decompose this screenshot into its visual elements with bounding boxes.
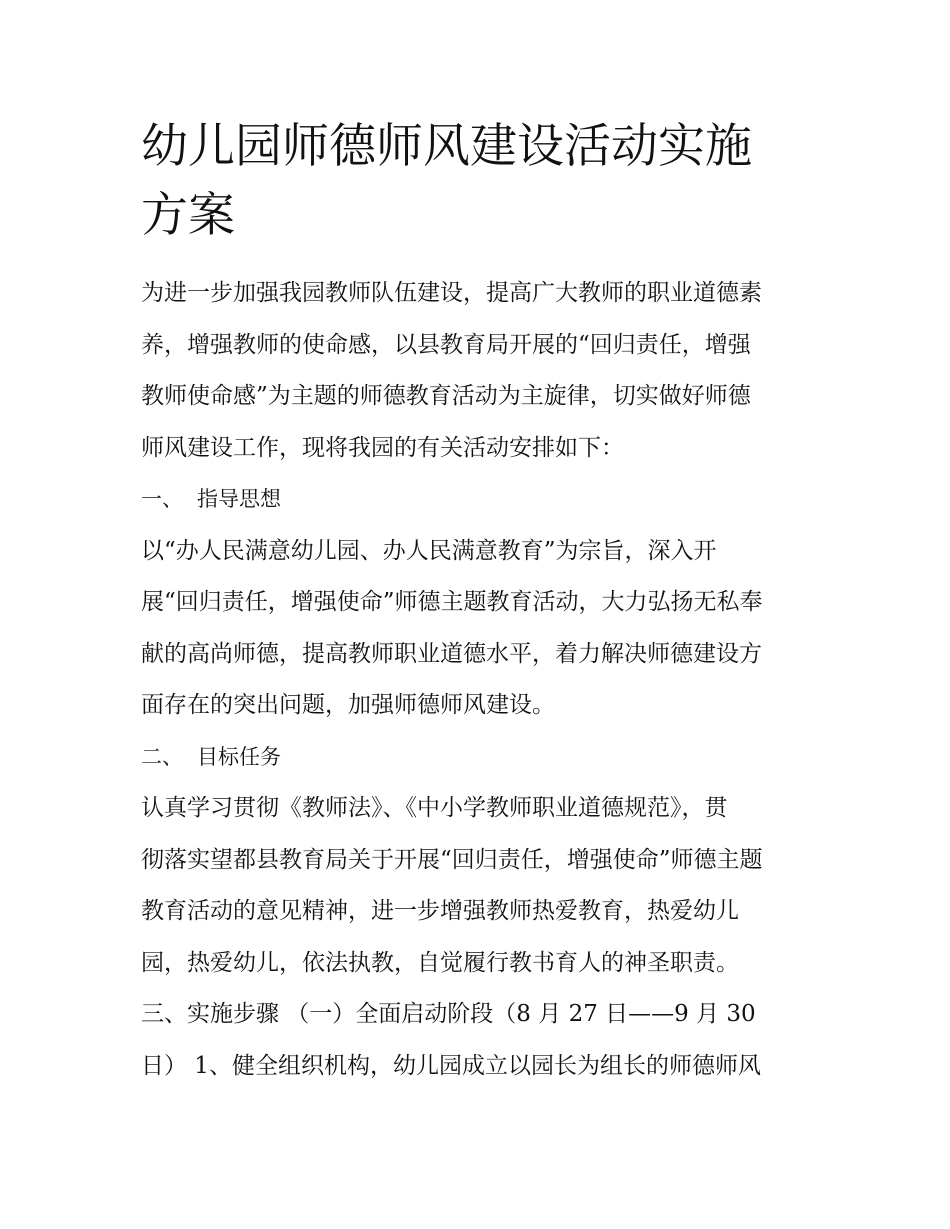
paragraph-line: 教师使命感”为主题的师德教育活动为主旋律，切实做好师德 — [141, 383, 751, 409]
paragraph-line: 以“办人民满意幼儿园、办人民满意教育”为宗旨，深入开 — [141, 537, 717, 564]
paragraph-line: 为进一步加强我园教师队伍建设，提高广大教师的职业道德素 — [141, 280, 762, 306]
paragraph-line: 养，增强教师的使命感，以县教育局开展的“回归责任，增强 — [141, 331, 751, 358]
paragraph-line: 园，热爱幼儿，依法执教，自觉履行教书育人的神圣职责。 — [141, 949, 739, 976]
section-number: 一、 — [141, 487, 183, 511]
section-implementation-paragraph — [141, 989, 816, 1092]
paragraph-line: 彻落实望都县教育局关于开展“回归责任，增强使命”师德主题 — [141, 846, 763, 873]
section-heading-text: 指导思想 — [197, 487, 281, 511]
paragraph-line: 师风建设工作，现将我园的有关活动安排如下： — [141, 434, 624, 461]
paragraph-line: 认真学习贯彻《教师法》、《中小学教师职业道德规范》，贯 — [141, 795, 728, 821]
section-heading-goals-tasks — [141, 732, 816, 784]
title-line: 幼儿园师德师风建设活动实施 — [141, 119, 752, 174]
section-goals-tasks-paragraph — [141, 783, 816, 989]
intro-paragraph — [141, 268, 816, 474]
document-content — [141, 112, 816, 1092]
document-body — [141, 268, 816, 1092]
title-line: 方案 — [141, 188, 235, 243]
section-guiding-ideology-paragraph — [141, 526, 816, 732]
paragraph-line: 日） 1、健全组织机构，幼儿园成立以园长为组长的师德师风 — [141, 1052, 761, 1079]
paragraph-line: 献的高尚师德，提高教师职业道德水平，着力解决师德建设方 — [141, 640, 762, 667]
document-title — [141, 112, 816, 250]
paragraph-line: 面存在的突出问题，加强师德师风建设。 — [141, 692, 555, 718]
paragraph-line: 三、实施步骤 （一）全面启动阶段（8 月 27 日——9 月 30 — [141, 1001, 756, 1027]
section-heading-guiding-ideology — [141, 474, 816, 526]
paragraph-line: 展“回归责任，增强使命”师德主题教育活动，大力弘扬无私奉 — [141, 589, 763, 615]
section-number: 二、 — [141, 744, 183, 769]
section-heading-text: 目标任务 — [197, 744, 281, 769]
paragraph-line: 教育活动的意见精神，进一步增强教师热爱教育，热爱幼儿 — [141, 898, 739, 924]
